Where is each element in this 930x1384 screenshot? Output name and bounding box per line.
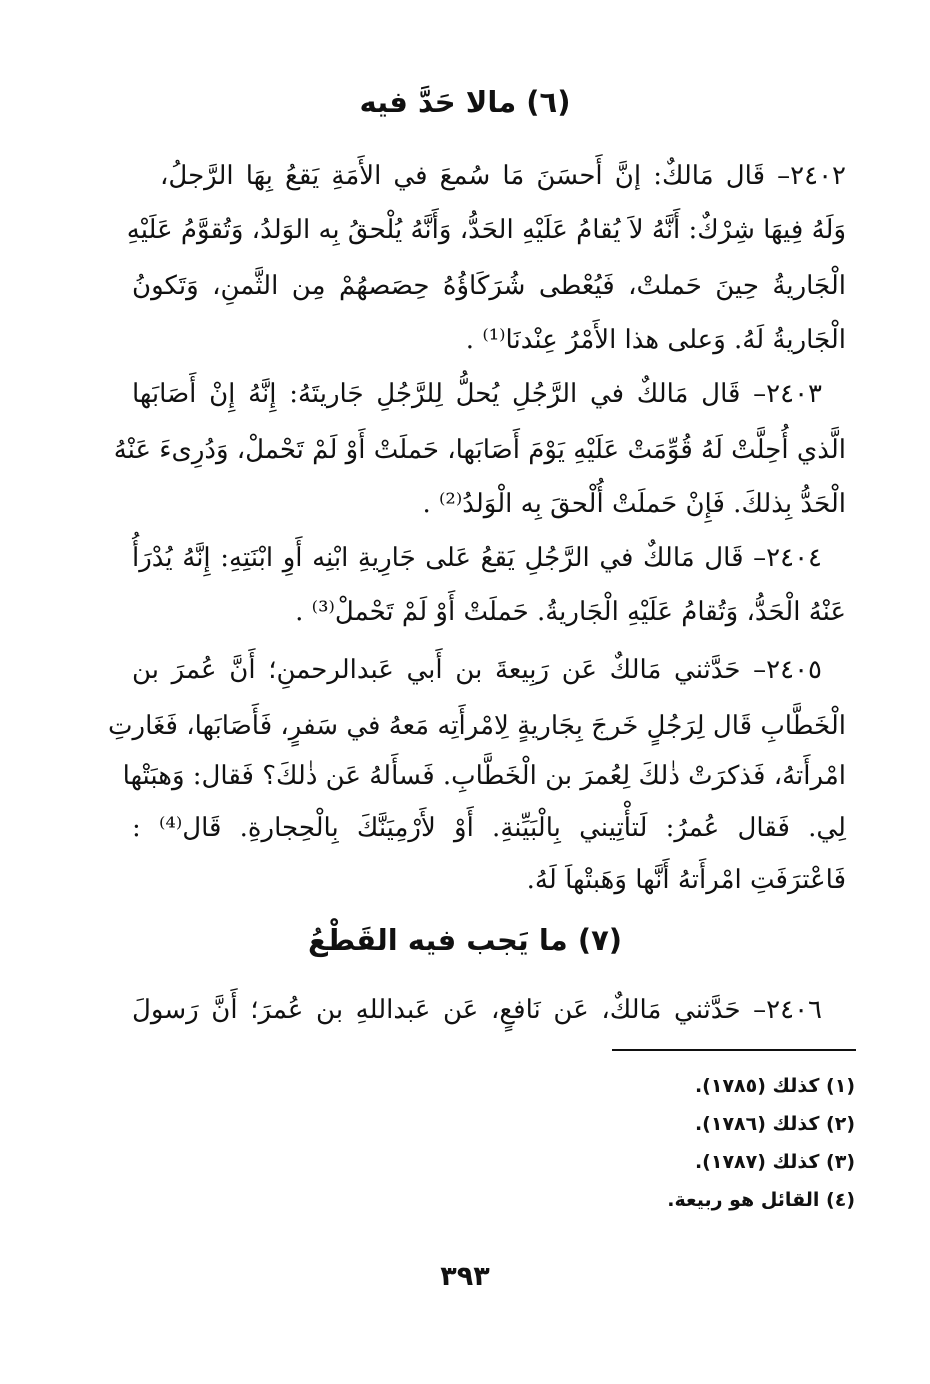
text-line-2403-1: ٢٤٠٣– قَال مَالكٌ في الرَّجُلِ يُحلُّ لِلرَّجُلِ جَاريتَهُ: إِنَّهُ إِنْ أَصَابَها bbox=[132, 379, 822, 409]
footnote-3: (٣) كذلك (١٧٨٧). bbox=[694, 1151, 855, 1173]
text-line-2406-1: ٢٤٠٦– حَدَّثني مَالكٌ، عَن نَافعٍ، عَن عَبداللهِ بن عُمرَ؛ أَنَّ رَسولَ bbox=[132, 995, 822, 1025]
text-line-2403-3: الْحَدُّ بِذلكَ. فَإِنْ حَملَتْ أُلْحقَ بِه الْوَلدُ⁽²⁾ . bbox=[422, 489, 846, 519]
text-line-2405-2: الْخَطَّابِ قَال لِرَجُلٍ خَرجَ بِجَاريةٍ لِامْرأَتِه مَعهُ في سَفرٍ، فَأَصَابَها، فَغَارتِ bbox=[108, 711, 846, 741]
text-line-2405-1: ٢٤٠٥– حَدَّثني مَالكٌ عَن رَبِيعةَ بن أَبي عَبدالرحمنِ؛ أَنَّ عُمرَ بن bbox=[132, 655, 822, 685]
text-line-2405-5: فَاعْترَفَتِ امْرأَتهُ أَنَّها وَهَبتْهاَ لَهُ. bbox=[526, 865, 846, 895]
footnote-2: (٢) كذلك (١٧٨٦). bbox=[694, 1113, 855, 1135]
text-line-2402-4: الْجَاريةُ لَهُ. وَعلى هذا الأَمْرُ عِنْدنَا⁽¹⁾ . bbox=[465, 325, 846, 355]
footnote-4: (٤) القائل هو ربيعة. bbox=[667, 1189, 855, 1211]
section-heading-6: (٦) مالا حَدَّ فيه bbox=[359, 85, 571, 119]
text-line-2402-1: ٢٤٠٢– قَال مَالكٌ: إنَّ أَحسَنَ مَا سُمعَ في الأَمَةِ يَقعُ بِهَا الرَّجلُ، bbox=[160, 161, 846, 191]
text-line-2405-3: امْرأَتهُ، فَذكرَتْ ذٰلكَ لِعُمرَ بن الْخَطَّابِ. فَسأَلهُ عَن ذٰلكَ؟ فَقال: وَهبَتْها bbox=[122, 761, 846, 791]
text-line-2402-3: الْجَاريةُ حِينَ حَملتْ، فَيُعْطى شُرَكَاؤُهُ حِصَصهُمْ مِن الثَّمنِ، وَتَكونُ bbox=[132, 271, 846, 301]
page-number: ٣٩٣ bbox=[440, 1261, 490, 1292]
text-line-2404-1: ٢٤٠٤– قَال مَالكٌ في الرَّجُلِ يَقعُ عَلى جَارِيةِ ابْنِه أَوِ ابْنَتِهِ: إِنَّهُ يُدْرَأُ bbox=[132, 543, 822, 573]
footnote-1: (١) كذلك (١٧٨٥). bbox=[694, 1075, 855, 1097]
text-line-2403-2: الَّذي أُحِلَّتْ لَهُ قُوِّمَتْ عَلَيْهِ يَوْمَ أَصَابَها، حَملَتْ أَوْ لَمْ تَحْملْ، وَدُرِىءَ عَنْهُ bbox=[113, 435, 846, 465]
footnote-divider bbox=[612, 1049, 856, 1051]
text-line-2402-2: وَلَهُ فِيهَا شِرْكٌ: أَنَّهُ لاَ يُقامُ عَلَيْهِ الحَدُّ، وَأَنَّهُ يُلْحقُ بِه الوَلدُ، وَتُقوَّمُ عَلَيْهِ bbox=[126, 215, 846, 245]
section-heading-7: (٧) ما يَجب فيه القَطْعُ bbox=[307, 923, 623, 957]
text-line-2404-2: عَنْهُ الْحَدُّ، وَتُقامُ عَلَيْهِ الْجَاريةُ. حَملَتْ أَوْ لَمْ تَحْملْ⁽³⁾ . bbox=[295, 597, 846, 627]
text-line-2405-4: لِي. فَقال عُمرُ: لَتأْتِيني بِالْبَيِّنةِ. أَوْ لأَرْمِيَنَّكَ بِالْحِجارةِ. قَال⁽⁴⁾ : bbox=[132, 813, 846, 843]
